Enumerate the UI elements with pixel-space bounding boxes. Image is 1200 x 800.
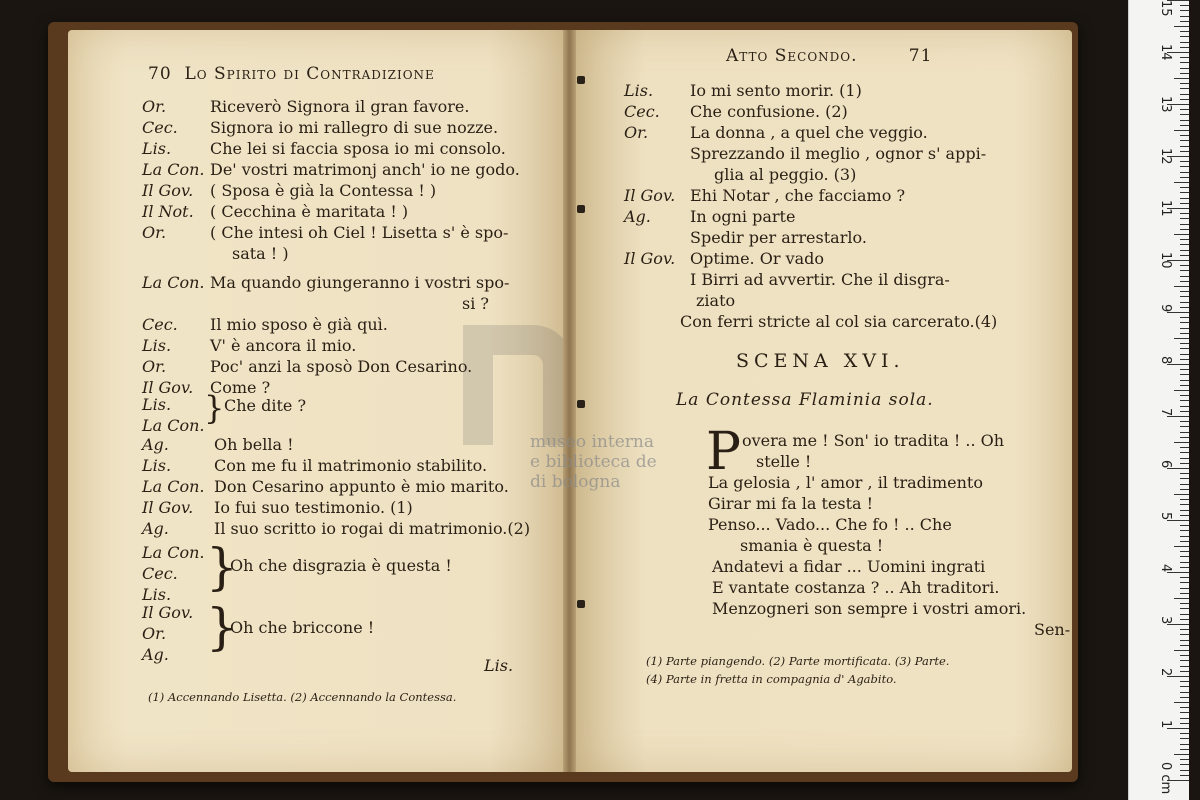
ruler-tick [1180, 437, 1189, 438]
verse [706, 430, 1066, 619]
verse-line [706, 451, 1066, 472]
line-text: La donna , a quel che veggio. [690, 123, 928, 142]
ruler-tick [1180, 421, 1189, 422]
verse-text: La gelosia , l' amor , il tradimento [708, 473, 983, 492]
speaker: Lis. [142, 585, 172, 604]
dialogue-line [624, 290, 1054, 311]
dialogue-line [624, 185, 1054, 206]
verse-text: smania è questa ! [740, 536, 884, 555]
ruler-tick [1180, 239, 1189, 240]
watermark-text: e biblioteca de [530, 452, 657, 472]
ruler-tick [1180, 265, 1189, 266]
dialogue-line [142, 138, 562, 159]
speaker: Or. [142, 357, 167, 376]
ruler-tick [1180, 614, 1189, 615]
watermark-text: di bologna [530, 472, 621, 492]
ruler-tick [1180, 406, 1189, 407]
speaker: La Con. [142, 273, 205, 292]
ruler-tick [1180, 151, 1189, 152]
line-text: Come ? [210, 378, 271, 397]
ruler-tick [1180, 296, 1189, 297]
line-text: Signora io mi rallegro di sue nozze. [210, 118, 499, 137]
ruler-tick [1180, 161, 1189, 162]
dialogue-line [624, 101, 1054, 122]
dialogue-line [142, 222, 562, 243]
verse-line [706, 514, 1066, 535]
ruler-tick [1174, 130, 1189, 131]
dialogue-line [142, 497, 562, 518]
ruler-label: 5 [1158, 512, 1173, 521]
line-text: Che lei si faccia sposa io mi consolo. [210, 139, 506, 158]
ruler-label: 1 [1158, 720, 1173, 729]
verse-line [706, 493, 1066, 514]
footnote: (1) Accennando Lisetta. (2) Accennando la Contessa. [148, 690, 457, 704]
line-text: Spedir per arrestarlo. [690, 228, 867, 247]
ruler-tick [1180, 218, 1189, 219]
speaker: Ag. [142, 519, 169, 538]
speaker: Il Gov. [142, 378, 194, 397]
left-page [68, 30, 563, 772]
line-text: Che confusione. (2) [690, 102, 848, 121]
verse-text: Menzogneri son sempre i vostri amori. [712, 599, 1027, 618]
ruler-tick [1180, 582, 1189, 583]
dialogue-line [142, 243, 562, 264]
ruler-tick [1180, 307, 1189, 308]
ruler-label: 11 [1158, 200, 1173, 217]
ruler-tick [1180, 213, 1189, 214]
ruler-tick [1180, 73, 1189, 74]
speaker: La Con. [142, 416, 205, 435]
ruler-tick [1180, 270, 1189, 271]
line-text: Optime. Or vado [690, 249, 825, 268]
speaker: La Con. [142, 477, 205, 496]
line-text: Io fui suo testimonio. (1) [214, 498, 413, 517]
right-page [576, 30, 1072, 772]
group-speaker [142, 644, 342, 665]
ruler-tick [1180, 603, 1189, 604]
ruler-tick [1180, 224, 1189, 225]
ruler-tick [1180, 146, 1189, 147]
ruler-tick [1180, 510, 1189, 511]
ruler-tick [1180, 343, 1189, 344]
ruler-tick [1180, 723, 1189, 724]
ruler-tick [1180, 348, 1189, 349]
ruler-tick [1180, 692, 1189, 693]
binding-thread [577, 600, 585, 608]
line-text: Sprezzando il meglio , ognor s' appi- [690, 144, 987, 163]
ruler-tick [1174, 390, 1189, 391]
line-text: Con ferri stricte al col sia carcerato.(4) [680, 312, 998, 331]
ruler-tick [1180, 16, 1189, 17]
ruler-tick [1180, 499, 1189, 500]
ruler-tick [1180, 281, 1189, 282]
ruler-tick [1180, 198, 1189, 199]
speaker: Il Gov. [142, 603, 194, 622]
ruler-tick [1180, 291, 1189, 292]
ruler-label: 8 [1158, 356, 1173, 365]
ruler-tick [1180, 671, 1189, 672]
ruler-tick [1180, 31, 1189, 32]
group-line-text: Oh che disgrazia è questa ! [230, 556, 452, 575]
page-number: 70 [148, 64, 172, 84]
line-text: Don Cesarino appunto è mio marito. [214, 477, 509, 496]
ruler-tick [1180, 660, 1189, 661]
dialogue-line [624, 80, 1054, 101]
verse-line [706, 472, 1066, 493]
verse-text: stelle ! [756, 452, 812, 471]
ruler-tick [1180, 718, 1189, 719]
ruler-tick [1180, 764, 1189, 765]
dialogue-line [142, 455, 562, 476]
ruler-tick [1180, 738, 1189, 739]
verse-text: Andatevi a fidar ... Uomini ingrati [712, 557, 986, 576]
ruler-tick [1174, 26, 1189, 27]
ruler-tick [1180, 328, 1189, 329]
ruler-tick [1180, 697, 1189, 698]
ruler-tick [1180, 770, 1189, 771]
ruler-tick [1180, 525, 1189, 526]
ruler-tick [1180, 536, 1189, 537]
line-text: Il mio sposo è già quì. [210, 315, 388, 334]
speaker: Or. [142, 624, 167, 643]
ruler-tick [1174, 182, 1189, 183]
ruler-label: 10 [1158, 252, 1173, 269]
ruler-tick [1180, 322, 1189, 323]
ruler-tick [1180, 114, 1189, 115]
speaker: Ag. [142, 435, 169, 454]
speaker: Cec. [142, 315, 178, 334]
verse-line [706, 598, 1066, 619]
verse-line [706, 556, 1066, 577]
ruler-label: 12 [1158, 148, 1173, 165]
line-text: Ma quando giungeranno i vostri spo- [210, 273, 510, 292]
ruler-tick [1180, 686, 1189, 687]
ruler-tick [1180, 99, 1189, 100]
speaker: Il Gov. [142, 498, 194, 517]
line-text: ( Che intesi oh Ciel ! Lisetta s' è spo- [210, 223, 509, 242]
ruler-tick [1180, 608, 1189, 609]
line-text: Con me fu il matrimonio stabilito. [214, 456, 488, 475]
dialogue-line [142, 117, 562, 138]
catchword: Sen- [1034, 620, 1071, 639]
brace-icon: } [206, 538, 238, 596]
page-title: Atto Secondo. [726, 46, 858, 66]
dialogue-line [142, 159, 562, 180]
ruler-tick [1180, 42, 1189, 43]
speaker: Lis. [142, 139, 172, 158]
line-text: si ? [462, 294, 489, 313]
ruler-label: 15 [1158, 0, 1173, 17]
verse-text: Girar mi fa la testa ! [708, 494, 874, 513]
verse-text: Penso... Vado... Che fo ! .. Che [708, 515, 952, 534]
ruler-tick [1180, 166, 1189, 167]
ruler-tick [1180, 707, 1189, 708]
speaker: Lis. [142, 336, 172, 355]
ruler-tick [1180, 83, 1189, 84]
ruler-tick [1180, 369, 1189, 370]
ruler-tick [1180, 47, 1189, 48]
ruler-tick [1174, 494, 1189, 495]
ruler-tick [1180, 712, 1189, 713]
dialogue-line [624, 164, 1054, 185]
line-text: In ogni parte [690, 207, 796, 226]
ruler-tick [1180, 634, 1189, 635]
ruler-tick [1180, 645, 1189, 646]
speaker: Or. [142, 97, 167, 116]
ruler-label: 4 [1158, 564, 1173, 573]
group-line-text: Oh che briccone ! [230, 618, 375, 637]
ruler-tick [1180, 619, 1189, 620]
ruler-tick [1180, 88, 1189, 89]
ruler-tick [1180, 640, 1189, 641]
ruler-tick [1174, 338, 1189, 339]
line-text: ( Cecchina è maritata ! ) [210, 202, 409, 221]
speaker: Cec. [142, 564, 178, 583]
line-text: glia al peggio. (3) [714, 165, 857, 184]
ruler-tick [1180, 57, 1189, 58]
dialogue-line [142, 272, 562, 293]
ruler-tick [1180, 94, 1189, 95]
right-running-head [726, 46, 932, 66]
ruler-tick [1180, 359, 1189, 360]
ruler-tick [1180, 484, 1189, 485]
verse-text: overa me ! Son' io tradita ! .. Oh [742, 431, 1005, 450]
speaker: Ag. [624, 207, 651, 226]
ruler-tick [1180, 473, 1189, 474]
dialogue-line [624, 206, 1054, 227]
ruler-label: 2 [1158, 668, 1173, 677]
speaker: Lis. [624, 81, 654, 100]
ruler-tick [1180, 577, 1189, 578]
book [48, 22, 1078, 782]
ruler-tick [1180, 229, 1189, 230]
scene-subtitle: La Contessa Flaminia sola. [676, 390, 934, 410]
ruler-unit-label: 0 cm [1158, 762, 1173, 795]
dialogue-line [142, 476, 562, 497]
page-number: 71 [908, 46, 933, 66]
ruler-label: 9 [1158, 304, 1173, 313]
speaker: Il Gov. [624, 186, 676, 205]
ruler-tick [1180, 354, 1189, 355]
group-speaker [142, 415, 342, 436]
ruler-label: 3 [1158, 616, 1173, 625]
watermark-text: museo interna [530, 432, 654, 452]
ruler-tick [1180, 744, 1189, 745]
dialogue-line [624, 269, 1054, 290]
line-text: Io mi sento morir. (1) [690, 81, 862, 100]
ruler-tick [1180, 192, 1189, 193]
drop-cap: P [706, 422, 741, 482]
group-line-text: Che dite ? [224, 396, 307, 415]
binding-thread [577, 205, 585, 213]
ruler-tick [1180, 177, 1189, 178]
ruler-tick [1174, 598, 1189, 599]
ruler-tick [1180, 21, 1189, 22]
ruler-tick [1180, 109, 1189, 110]
speaker: Cec. [142, 118, 178, 137]
ruler-tick [1180, 562, 1189, 563]
ruler-tick [1180, 426, 1189, 427]
ruler-tick [1180, 250, 1189, 251]
ruler-tick [1180, 317, 1189, 318]
verse-line [706, 535, 1066, 556]
ruler-tick [1180, 244, 1189, 245]
ruler-tick [1180, 187, 1189, 188]
ruler-tick [1180, 655, 1189, 656]
footnote: (4) Parte in fretta in compagnia d' Agabito. [646, 672, 897, 686]
dialogue-line [142, 96, 562, 117]
ruler-label: 6 [1158, 460, 1173, 469]
ruler-tick [1180, 374, 1189, 375]
left-running-head [148, 64, 435, 84]
book-gutter [563, 30, 576, 772]
speaker: La Con. [142, 543, 205, 562]
ruler-tick [1174, 78, 1189, 79]
ruler-tick [1180, 530, 1189, 531]
ruler-tick [1180, 302, 1189, 303]
ruler-tick [1174, 546, 1189, 547]
measurement-ruler [1128, 0, 1189, 800]
line-text: V' è ancora il mio. [210, 336, 357, 355]
brace-icon: } [206, 598, 238, 656]
ruler-tick [1180, 135, 1189, 136]
ruler-tick [1180, 452, 1189, 453]
ruler-tick [1180, 515, 1189, 516]
ruler-tick [1180, 10, 1189, 11]
line-text: Riceverò Signora il gran favore. [210, 97, 470, 116]
line-text: I Birri ad avvertir. Che il disgra- [690, 270, 950, 289]
ruler-tick [1180, 666, 1189, 667]
line-text: Ehi Notar , che facciamo ? [690, 186, 906, 205]
ruler-tick [1180, 432, 1189, 433]
ruler-tick [1180, 733, 1189, 734]
ruler-tick [1180, 411, 1189, 412]
ruler-tick [1180, 125, 1189, 126]
ruler-tick [1180, 504, 1189, 505]
ruler-tick [1180, 36, 1189, 37]
ruler-tick [1180, 395, 1189, 396]
catchword: Lis. [484, 656, 514, 675]
page-title: Lo Spirito di Contradizione [184, 64, 435, 84]
scene-title: SCENA XVI. [736, 350, 905, 372]
ruler-tick [1180, 333, 1189, 334]
ruler-tick [1180, 68, 1189, 69]
ruler-tick [1180, 140, 1189, 141]
ruler-tick [1180, 255, 1189, 256]
speaker: Il Not. [142, 202, 194, 221]
ruler-tick [1180, 458, 1189, 459]
ruler-tick [1180, 681, 1189, 682]
dialogue-line [624, 122, 1054, 143]
ruler-tick [1180, 62, 1189, 63]
verse-text: E vantate costanza ? .. Ah traditori. [712, 578, 1000, 597]
line-text: ziato [696, 291, 736, 310]
ruler-tick [1180, 5, 1189, 6]
dialogue-line [142, 293, 562, 314]
ruler-tick [1180, 759, 1189, 760]
speaker: Lis. [142, 456, 172, 475]
ruler-tick [1180, 489, 1189, 490]
speaker: La Con. [142, 160, 205, 179]
verse-line [706, 430, 1066, 451]
ruler-label: 13 [1158, 96, 1173, 113]
dialogue-line [142, 518, 562, 539]
ruler-tick [1180, 463, 1189, 464]
speaker: Cec. [624, 102, 660, 121]
line-text: Oh bella ! [214, 435, 294, 454]
ruler-tick [1180, 276, 1189, 277]
ruler-tick [1180, 400, 1189, 401]
ruler-tick [1180, 593, 1189, 594]
line-text: sata ! ) [232, 244, 289, 263]
ruler-label: 7 [1158, 408, 1173, 417]
ruler-tick [1180, 629, 1189, 630]
ruler-tick [1180, 385, 1189, 386]
dialogue-line [142, 201, 562, 222]
ruler-tick [1174, 754, 1189, 755]
line-text: Poc' anzi la sposò Don Cesarino. [210, 357, 473, 376]
ruler-label: 14 [1158, 44, 1173, 61]
line-text: Il suo scritto io rogai di matrimonio.(2) [214, 519, 531, 538]
right-dialogue [624, 80, 1054, 332]
speaker: Or. [142, 223, 167, 242]
line-text: De' vostri matrimonj anch' io ne godo. [210, 160, 520, 179]
footnote: (1) Parte piangendo. (2) Parte mortificata. (3) Parte. [646, 654, 950, 668]
ruler-tick [1174, 650, 1189, 651]
ruler-tick [1174, 286, 1189, 287]
brace-icon: } [204, 389, 225, 427]
ruler-tick [1174, 234, 1189, 235]
ruler-tick [1180, 541, 1189, 542]
dialogue-line [624, 311, 1054, 332]
ruler-tick [1180, 172, 1189, 173]
speaker: Lis. [142, 395, 172, 414]
ruler-tick [1180, 749, 1189, 750]
binding-thread [577, 76, 585, 84]
dialogue-line [624, 227, 1054, 248]
ruler-tick [1180, 447, 1189, 448]
left-dialogue-2 [142, 434, 562, 539]
verse-line [706, 577, 1066, 598]
ruler-tick [1180, 203, 1189, 204]
dialogue-line [624, 248, 1054, 269]
dialogue-line [142, 180, 562, 201]
ruler-tick [1180, 556, 1189, 557]
ruler-tick [1174, 442, 1189, 443]
ruler-tick [1180, 775, 1189, 776]
binding-thread [577, 400, 585, 408]
ruler-tick [1180, 588, 1189, 589]
speaker: Ag. [142, 645, 169, 664]
speaker: Il Gov. [142, 181, 194, 200]
ruler-tick [1180, 478, 1189, 479]
ruler-tick [1180, 380, 1189, 381]
ruler-tick [1180, 551, 1189, 552]
line-text: ( Sposa è già la Contessa ! ) [210, 181, 437, 200]
ruler-tick [1174, 702, 1189, 703]
speaker: Or. [624, 123, 649, 142]
dialogue-line [624, 143, 1054, 164]
ruler-tick [1180, 567, 1189, 568]
ruler-tick [1180, 120, 1189, 121]
speaker: Il Gov. [624, 249, 676, 268]
